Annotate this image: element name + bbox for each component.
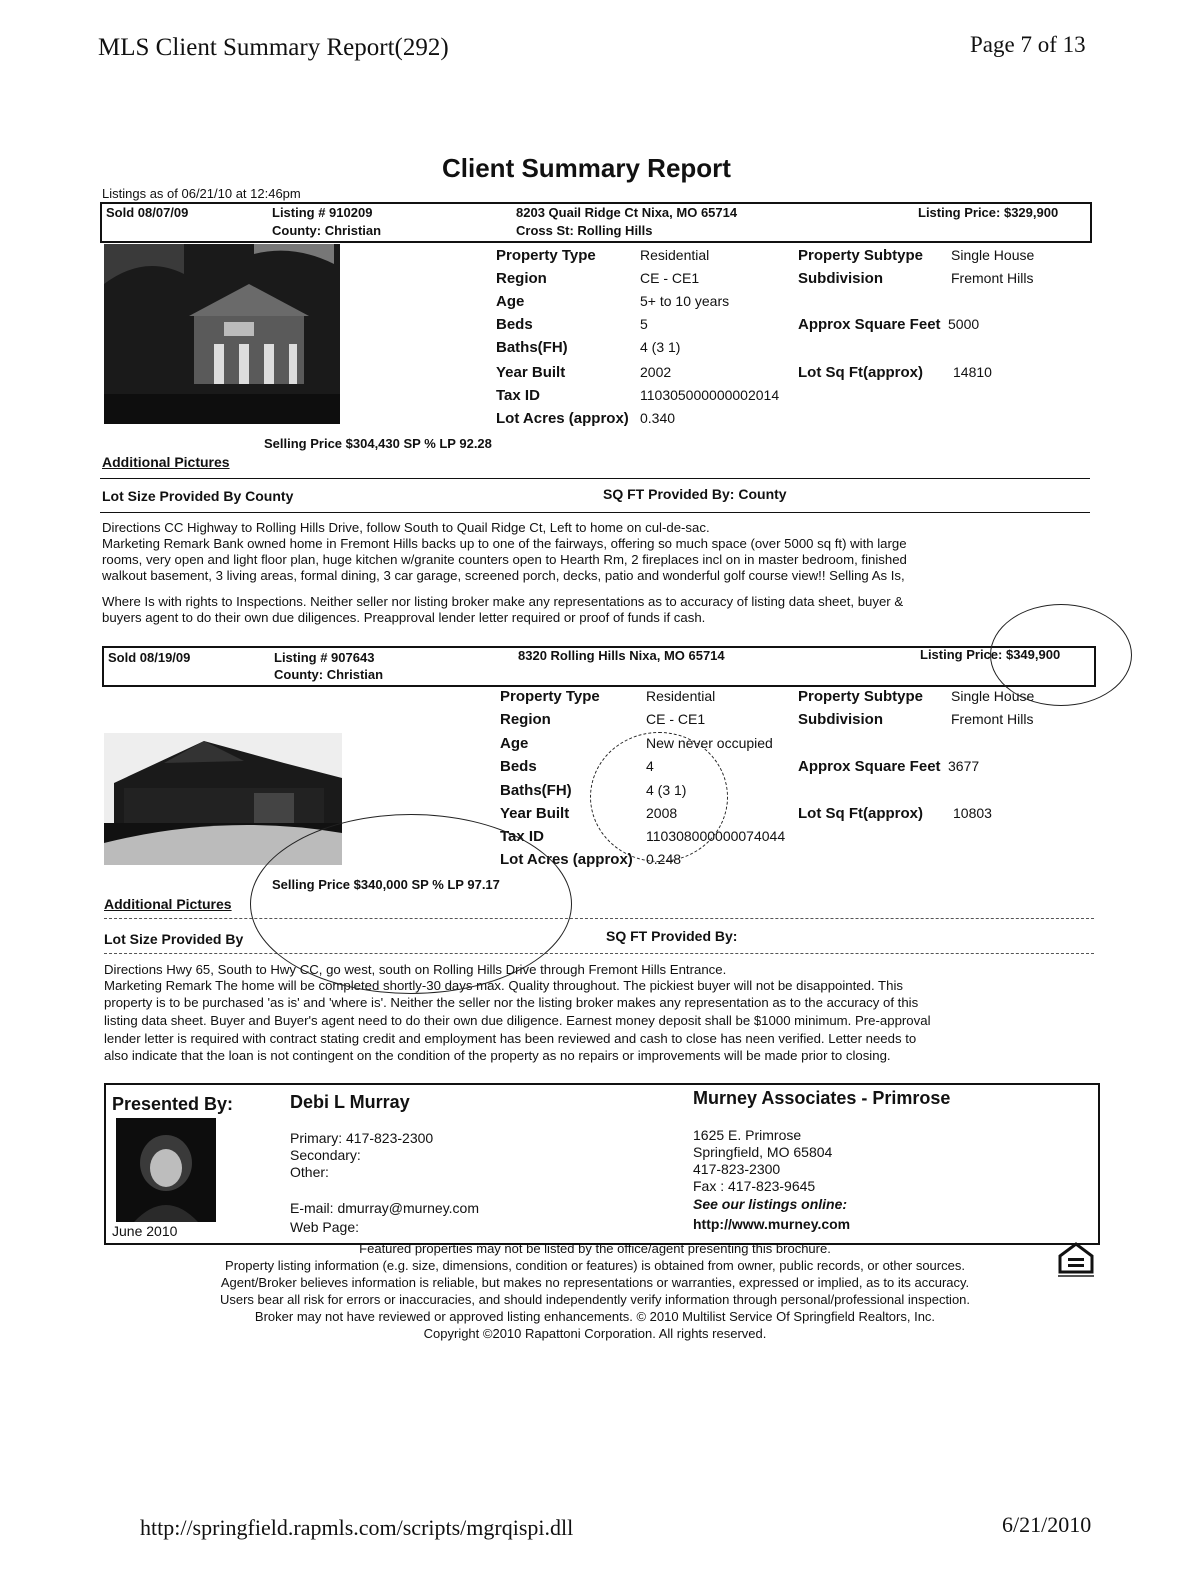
listing-2-value-year-built: 2008 [646,805,678,821]
listing-2-value-subdivision: Fremont Hills [951,711,1034,727]
divider [100,478,1090,479]
listing-1-directions: Directions CC Highway to Rolling Hills Drive, follow South to Quail Ridge Ct, Left to home on cul-de-sac. [102,520,710,535]
presenter-box [104,1083,1100,1245]
listing-1-remark-line: buyers agent to do their own due diligences. Preapproval lender letter required or proof of funds if cash. [102,610,706,625]
listing-1-value-subtype: Single House [951,247,1035,263]
listing-1-value-region: CE - CE1 [640,270,700,286]
listing-1-price: Listing Price: $329,900 [918,205,1059,220]
listing-1-cross-street: Cross St: Rolling Hills [516,223,653,238]
listing-2-label-lot-acres: Lot Acres (approx) [500,851,633,868]
listing-2-sold: Sold 08/19/09 [108,650,191,665]
listing-2-additional-pictures-link[interactable]: Additional Pictures [104,896,232,912]
listing-2-label-property-type: Property Type [500,688,600,705]
listing-1-value-beds: 5 [640,316,648,332]
listing-1-address: 8203 Quail Ridge Ct Nixa, MO 65714 [516,205,738,220]
copyright-line: Copyright ©2010 Rapattoni Corporation. All rights reserved. [423,1326,767,1341]
listings-as-of: Listings as of 06/21/10 at 12:46pm [102,186,301,201]
listing-1-number: Listing # 910209 [272,205,373,220]
listing-1-remark-line: Where Is with rights to Inspections. Neither seller nor listing broker make any representations as to accuracy of listing data sheet, buyer & [102,594,904,609]
listing-2-address: 8320 Rolling Hills Nixa, MO 65714 [518,648,725,663]
listing-1-remark-line: walkout basement, 3 living areas, formal dining, 3 car garage, screened porch, decks, patio and wonderful golf course view!! Selling As Is, [102,568,905,583]
agent-name: Debi L Murray [290,1092,410,1112]
listing-2-remark-line: property is to be purchased 'as is' and 'where is'. Neither the seller nor the listing broker makes any representation as to the accuracy of this [104,995,919,1010]
office-website-link[interactable]: http://www.murney.com [693,1216,851,1232]
listing-1-label-beds: Beds [496,316,533,333]
listing-1-label-tax-id: Tax ID [496,387,540,404]
listing-2-label-sqft: Approx Square Feet [798,758,941,775]
listing-2-label-lot-sqft: Lot Sq Ft(approx) [798,805,923,822]
divider [104,953,1094,954]
listing-2-county: County: Christian [274,667,384,682]
listing-2-value-property-type: Residential [646,688,716,704]
listing-2-label-subtype: Property Subtype [798,688,924,705]
listing-1-label-baths: Baths(FH) [496,339,568,356]
report-header-title: MLS Client Summary Report(292) [98,34,449,61]
disclaimer-line: Featured properties may not be listed by the office/agent presenting this brochure. [359,1241,831,1256]
listing-1-label-subtype: Property Subtype [798,247,924,264]
listing-2-label-region: Region [500,711,551,728]
listing-2-label-beds: Beds [500,758,537,775]
listing-2-remark-line: lender letter is required with contract stating credit and employment has been reviewed and cash to close has neen verified. Letter needs to [104,1031,917,1046]
listing-1-value-lot-sqft: 14810 [953,364,992,380]
listing-1-house-photo [104,244,340,424]
source-url[interactable]: http://springfield.rapmls.com/scripts/mgrqispi.dll [140,1515,574,1540]
listing-1-remark-line: rooms, very open and light floor plan, huge kitchen w/granite counters open to Hearth Rm, 2 fireplaces incl on in master bedroom, finished [102,552,907,567]
agent-email[interactable]: E-mail: dmurray@murney.com [290,1200,479,1216]
listing-2-sqft-provided: SQ FT Provided By: [606,928,738,944]
listing-2-label-year-built: Year Built [500,805,570,822]
office-fax: Fax : 417-823-9645 [693,1178,816,1194]
listing-2-price: Listing Price: $349,900 [920,647,1061,662]
listing-1-sold: Sold 08/07/09 [106,205,189,220]
presenter-date: June 2010 [112,1223,178,1239]
listing-2-remark-line: listing data sheet. Buyer and Buyer's agent need to do their own due diligence. Earnest money deposit shall be $1000 minimum. Pre-approval [104,1013,931,1028]
listing-2-label-subdivision: Subdivision [798,711,884,728]
listing-1-label-property-type: Property Type [496,247,596,264]
listing-2-directions: Directions Hwy 65, South to Hwy CC, go west, south on Rolling Hills Drive through Fremont Hills Entrance. [104,962,727,977]
listing-1-selling-price: Selling Price $304,430 SP % LP 92.28 [264,436,492,451]
divider [100,512,1090,513]
listing-1-value-subdivision: Fremont Hills [951,270,1034,286]
office-address-line: 1625 E. Primrose [693,1127,802,1143]
disclaimer-line: Broker may not have reviewed or approved listing enhancements. © 2010 Multilist Service Of Springfield Realtors, Inc. [254,1309,936,1324]
agent-avatar [116,1118,216,1222]
listing-1-label-region: Region [496,270,547,287]
listing-1-value-sqft: 5000 [948,316,980,332]
listing-2-value-lot-acres: 0.248 [646,851,682,867]
listing-2-selling-price: Selling Price $340,000 SP % LP 97.17 [272,877,500,892]
page-number: Page 7 of 13 [970,32,1086,57]
disclaimer-line: Property listing information (e.g. size, dimensions, condition or features) is obtained from owner, public records, or other sources. [225,1258,965,1273]
listing-2-value-beds: 4 [646,758,654,774]
handwritten-circle-annotation [590,732,728,862]
listing-1-value-property-type: Residential [640,247,710,263]
print-date: 6/21/2010 [1002,1512,1092,1537]
listing-1-label-age: Age [496,293,525,310]
listing-2-value-sqft: 3677 [948,758,980,774]
listing-1-value-age: 5+ to 10 years [640,293,730,309]
listing-1-label-lot-sqft: Lot Sq Ft(approx) [798,364,923,381]
office-phone: 417-823-2300 [693,1161,781,1177]
listing-1-county: County: Christian [272,223,382,238]
disclaimer-line: Users bear all risk for errors or inaccuracies, and should independently verify information through personal/professional inspection. [219,1292,971,1307]
handwritten-circle-annotation [250,814,572,994]
listing-1-remark-line: Marketing Remark Bank owned home in Fremont Hills backs up to one of the fairways, offering so much space (over 5000 sq ft) with large [102,536,907,551]
listing-1-label-subdivision: Subdivision [798,270,884,287]
listing-1-label-year-built: Year Built [496,364,566,381]
listing-2-label-tax-id: Tax ID [500,828,544,845]
listing-1-value-year-built: 2002 [640,364,672,380]
listing-1-value-lot-acres: 0.340 [640,410,676,426]
listing-2-value-tax-id: 110308000000074044 [646,828,786,844]
agent-primary-phone: Primary: 417-823-2300 [290,1130,434,1146]
listing-2-remark-line: also indicate that the loan is not contingent on the condition of the property as no repairs or improvements will be made prior to closing. [104,1048,891,1063]
equal-housing-icon [1056,1240,1096,1280]
listing-2-value-age: New never occupied [646,735,773,751]
listing-1-label-lot-acres: Lot Acres (approx) [496,410,629,427]
listing-1-lot-size-provided: Lot Size Provided By County [102,488,294,504]
listing-1-label-sqft: Approx Square Feet [798,316,941,333]
presented-by-label: Presented By: [112,1094,234,1114]
report-title: Client Summary Report [442,153,731,183]
disclaimer-line: Agent/Broker believes information is reliable, but makes no representations or warranties, expressed or implied, as to its accuracy. [220,1275,970,1290]
listing-2-label-baths: Baths(FH) [500,782,572,799]
office-address-line: Springfield, MO 65804 [693,1144,833,1160]
listing-2-value-region: CE - CE1 [646,711,706,727]
listing-1-value-baths: 4 (3 1) [640,339,681,355]
agent-secondary-phone: Secondary: [290,1147,361,1163]
listing-2-remark-line: Marketing Remark The home will be completed shortly-30 days max. Quality throughout. The pickiest buyer will not be disappointed. This [104,978,903,993]
listing-1-value-tax-id: 110305000000002014 [640,387,780,403]
listing-2-value-lot-sqft: 10803 [953,805,992,821]
see-listings-online: See our listings online: [693,1196,848,1212]
agent-other-phone: Other: [290,1164,329,1180]
listing-1-sqft-provided: SQ FT Provided By: County [603,486,787,502]
listing-2-label-age: Age [500,735,529,752]
listing-2-value-subtype: Single House [951,688,1035,704]
listing-2-lot-size-provided: Lot Size Provided By [104,931,244,947]
handwritten-circle-annotation [990,604,1132,706]
office-name: Murney Associates - Primrose [693,1088,951,1108]
listing-2-number: Listing # 907643 [274,650,375,665]
listing-2-value-baths: 4 (3 1) [646,782,687,798]
listing-1-additional-pictures-link[interactable]: Additional Pictures [102,454,230,470]
agent-web-page: Web Page: [290,1219,360,1235]
